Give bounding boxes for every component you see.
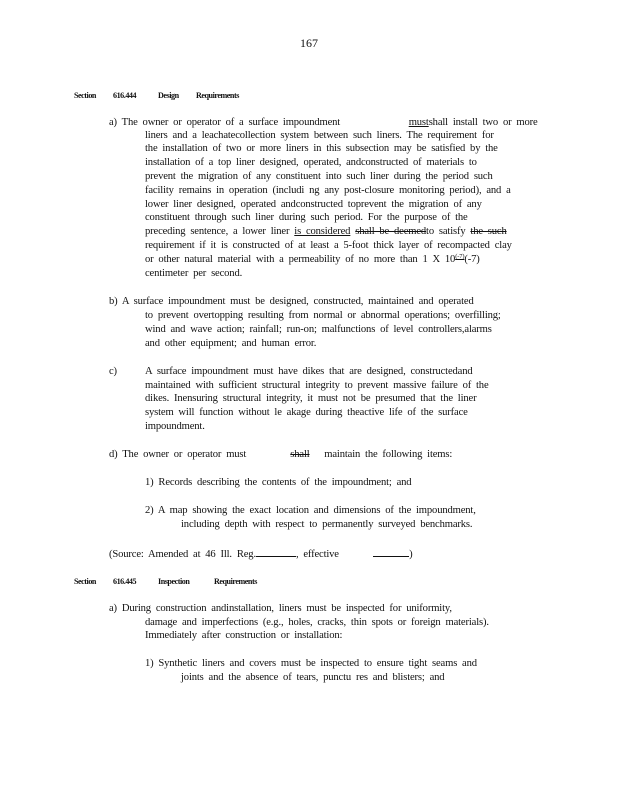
s2-paragraph-a-line-1: a) During construction andinstallation, liners must be inspected for uniformity, — [109, 603, 452, 614]
source-note — [109, 547, 413, 561]
source-text: (Source: Amended at 46 Ill. Reg. — [109, 549, 256, 560]
paragraph-c-line-1: A surface impoundment must have dikes that are designed, constructedand — [145, 366, 473, 377]
text-run: or other natural material with a permeability of no more than 1 X 10 — [145, 254, 456, 265]
inserted-text: is considered — [294, 226, 351, 237]
section-title-word-2: Requirements — [196, 90, 239, 100]
text-run: a) The owner or operator of a surface impoundment — [109, 117, 341, 128]
paragraph-a-line-12: centimeter per second. — [145, 268, 243, 279]
paragraph-b-line-4: and other equipment; and human error. — [145, 338, 317, 349]
deleted-text: shall — [290, 449, 310, 460]
paragraph-c-line-3: dikes. Inensuring structural integrity, it must not be presumed that the liner — [145, 393, 477, 404]
paragraph-a-line-7: lower liner designed, operated andconstructed toprevent the migration of any — [145, 199, 482, 210]
paragraph-a-line-1 — [109, 117, 538, 129]
blank-line — [373, 547, 409, 557]
s2-paragraph-a-line-2: damage and imperfections (e.g., holes, cracks, thin spots or foreign materials). — [145, 617, 489, 628]
paragraph-d-item-2-line-2: including depth with respect to permanently surveyed benchmarks. — [181, 519, 473, 530]
paragraph-a-line-4: installation of a top liner designed, operated, andconstructed of materials to — [145, 157, 477, 168]
section-title-word-1: Design — [158, 90, 179, 100]
paragraph-b-line-1: b) A surface impoundment must be designed, constructed, maintained and operated — [109, 296, 474, 307]
paragraph-a-line-3: the installation of two or more liners in this subsection may be satisfied by the — [145, 143, 498, 154]
text-run: maintain the following items: — [324, 449, 453, 460]
paragraph-b-line-2: to prevent overtopping resulting from normal or abnormal operations; overfilling; — [145, 310, 501, 321]
section-title-word-2: Requirements — [214, 576, 257, 586]
section-number: 616.444 — [113, 90, 137, 100]
paragraph-b-line-3: wind and wave action; rainfall; run-on; malfunctions of level controllers,alarms — [145, 324, 492, 335]
paragraph-d-item-1: 1) Records describing the contents of the impoundment; and — [145, 477, 412, 488]
section-label: Section — [74, 576, 96, 586]
paragraph-a-line-2: liners and a leachatecollection system between such liners. The requirement for — [145, 130, 494, 141]
deleted-text: the such — [470, 226, 507, 237]
paragraph-c-line-2: maintained with sufficient structural integrity to prevent massive failure of the — [145, 380, 489, 391]
text-run: shall install two or more — [428, 117, 538, 128]
deleted-text: shall be deemed — [355, 226, 427, 237]
text-run: d) The owner or operator must — [109, 449, 247, 460]
paragraph-c-label: c) — [109, 366, 117, 377]
paragraph-d-line-1 — [109, 449, 452, 461]
inserted-text: must — [408, 117, 429, 128]
source-text: ) — [409, 549, 413, 560]
paragraph-d-item-2-line-1: 2) A map showing the exact location and dimensions of the impoundment, — [145, 505, 476, 516]
exponent: (-7) — [455, 253, 465, 260]
paragraph-c-line-4: system will function without le akage during theactive life of the surface — [145, 407, 468, 418]
text-run: to satisfy — [426, 226, 466, 237]
section-number: 616.445 — [113, 576, 137, 586]
page-number: 167 — [300, 36, 318, 50]
paragraph-a-line-11 — [145, 254, 480, 266]
source-text: , effective — [295, 549, 339, 560]
s2-paragraph-a-line-3: Immediately after construction or installation: — [145, 630, 343, 641]
text-run: preceding sentence, a lower liner — [145, 226, 290, 237]
text-run: (-7) — [464, 254, 480, 265]
paragraph-a-line-5: prevent the migration of any constituent into such liner during the period such — [145, 171, 493, 182]
s2-paragraph-a-item-1-line-2: joints and the absence of tears, punctu res and blisters; and — [181, 672, 445, 683]
paragraph-a-line-10: requirement if it is constructed of at least a 5-foot thick layer of recompacted clay — [145, 240, 512, 251]
section-label: Section — [74, 90, 96, 100]
section-title-word-1: Inspection — [158, 576, 190, 586]
s2-paragraph-a-item-1-line-1: 1) Synthetic liners and covers must be inspected to ensure tight seams and — [145, 658, 477, 669]
paragraph-a-line-9 — [145, 226, 507, 238]
paragraph-c-line-5: impoundment. — [145, 421, 205, 432]
paragraph-a-line-8: constituent through such liner during such period. For the purpose of the — [145, 212, 468, 223]
paragraph-a-line-6: facility remains in operation (includi ng any post-closure monitoring period), and a — [145, 185, 511, 196]
blank-line — [256, 547, 296, 557]
